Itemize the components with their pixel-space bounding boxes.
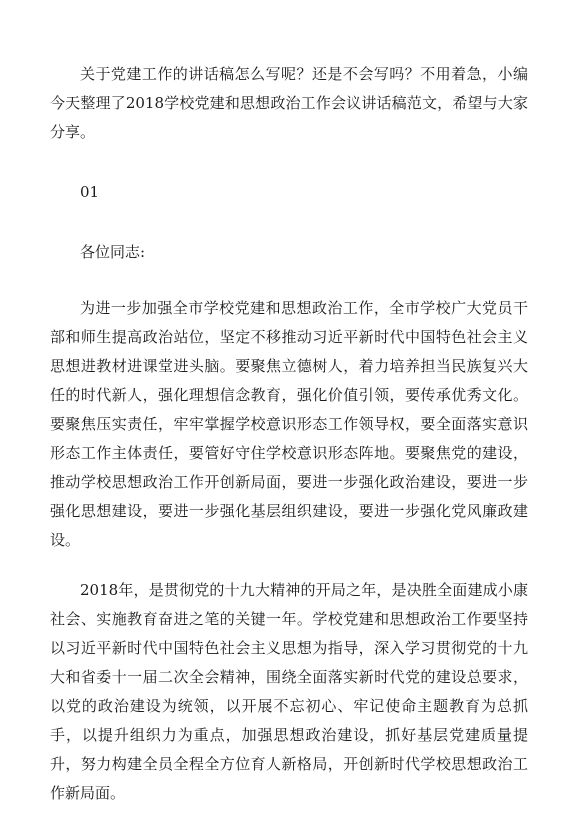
body-paragraph-2: 2018年，是贯彻党的十九大精神的开局之年，是决胜全面建成小康社会、实施教育奋进之笔的关键一年。学校党建和思想政治工作要坚持以习近平新时代中国特色社会主义思想为指导，深入学习贯彻党的十九大和省委十一届二次全会精神，围绕全面落实新时代党的建设总要求，以党的政治建设为统领，以开展不忘初心、牢记使命主题教育为总抓手，以提升组织力为重点，加强思想政治建设，抓好基层党建质量提升，努力构建全员全程全方位育人新格局，开创新时代学校思想政治工作新局面。 [50,581,528,802]
section-number: 01 [80,183,100,201]
document-body [50,60,528,829]
salutation: 各位同志: [80,243,146,261]
intro-paragraph: 关于党建工作的讲话稿怎么写呢？还是不会写吗？不用着急，小编今天整理了2018学校党建和思想政治工作会议讲话稿范文，希望与大家分享。 [50,65,528,141]
body-paragraph-1: 为进一步加强全市学校党建和思想政治工作，全市学校广大党员干部和师生提高政治站位，坚定不移推动习近平新时代中国特色社会主义思想进教材进课堂进头脑。要聚焦立德树人，着力培养担当民族复兴大任的时代新人，强化理想信念教育，强化价值引领，要传承优秀文化。要聚焦压实责任，牢牢掌握学校意识形态工作领导权，要全面落实意识形态工作主体责任，要管好守住学校意识形态阵地。要聚焦党的建设，推动学校思想政治工作开创新局面，要进一步强化政治建设，要进一步强化思想建设，要进一步强化基层组织建设，要进一步强化党风廉政建设。 [50,299,528,549]
